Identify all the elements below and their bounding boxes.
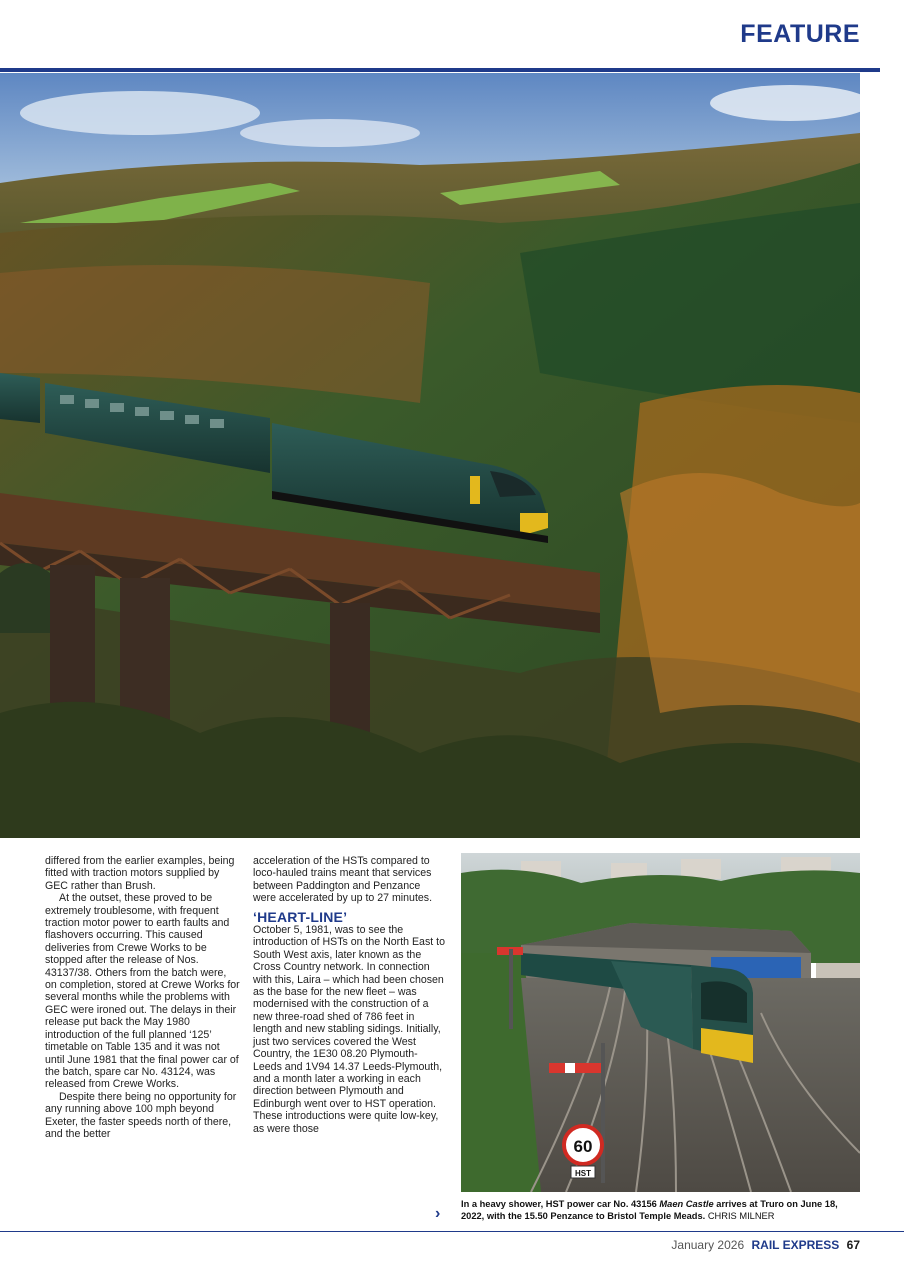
caption-text: arrives at Truro on June 18, 2022, with the 15.50 Penzance to Bristol Temple Meads. [461,1199,838,1221]
subheading: ‘HEART-LINE’ [253,908,348,925]
magazine-name: RAIL EXPRESS [751,1238,840,1252]
continue-arrow-icon: › [435,1205,441,1222]
truro-photo-illustration [461,853,860,1192]
page-number: 67 [846,1238,860,1252]
speed-limit-sign: 60 [573,1137,593,1156]
caption-text: In a heavy shower, HST power car No. 43156 [461,1199,660,1209]
paragraph: At the outset, these proved to be extremely troublesome, with frequent traction motor power to earth faults and flashovers occurring. This caused deliveries from Crewe Works to be stopped after the release of Nos. 43137/38. Others from the batch were, on completion, stored at Crewe Works for several months while the problems with GEC were ironed out. The delays in their release put back the May 1980 introduction of the full planned ‘125’ timetable on Table 135 and it was not until June 1981 that the final power car of the batch, spare car No. 43124, was released from Crewe Works. [45,892,240,1091]
paragraph: Despite there being no opportunity for any running above 100 mph beyond Exeter, the faster speeds north of there, and the better [45,1090,237,1140]
paragraph: acceleration of the HSTs compared to loco-hauled trains meant that services between Paddington and Penzance were accelerated by up to 27 minutes. [253,855,433,905]
page-footer [671,1238,860,1252]
header-rule [0,68,880,72]
issue-date: January 2026 [671,1238,745,1252]
article-column-2 [253,855,445,1135]
photo-credit: CHRIS MILNER [707,1211,775,1221]
caption-loco-name: Maen Castle [659,1199,714,1209]
hero-photo-illustration [0,73,860,838]
truro-photo [461,853,860,1192]
hero-photo [0,73,860,838]
footer-rule [0,1231,904,1232]
photo-caption [461,1198,861,1222]
hst-plate: HST [575,1169,591,1178]
article-column-1 [45,855,241,1140]
paragraph: differed from the earlier examples, being fitted with traction motors supplied by GEC rather than Brush. [45,855,235,892]
paragraph: October 5, 1981, was to see the introduction of HSTs on the North East to South West axis, later known as the Cross Country network. In connection with this, Laira – which had been chosen as the base for the new fleet – was modernised with the construction of a new three-road shed of 786 feet in length and new stabling sidings. Initially, just two services covered the West Country, the 1E30 08.20 Plymouth-Leeds and 1V94 14.37 Leeds-Plymouth, and a month later a working in each direction between Plymouth and Edinburgh went over to HST operation. These introductions were quite low-key, as were those [253,924,445,1135]
section-label: FEATURE [740,20,860,48]
